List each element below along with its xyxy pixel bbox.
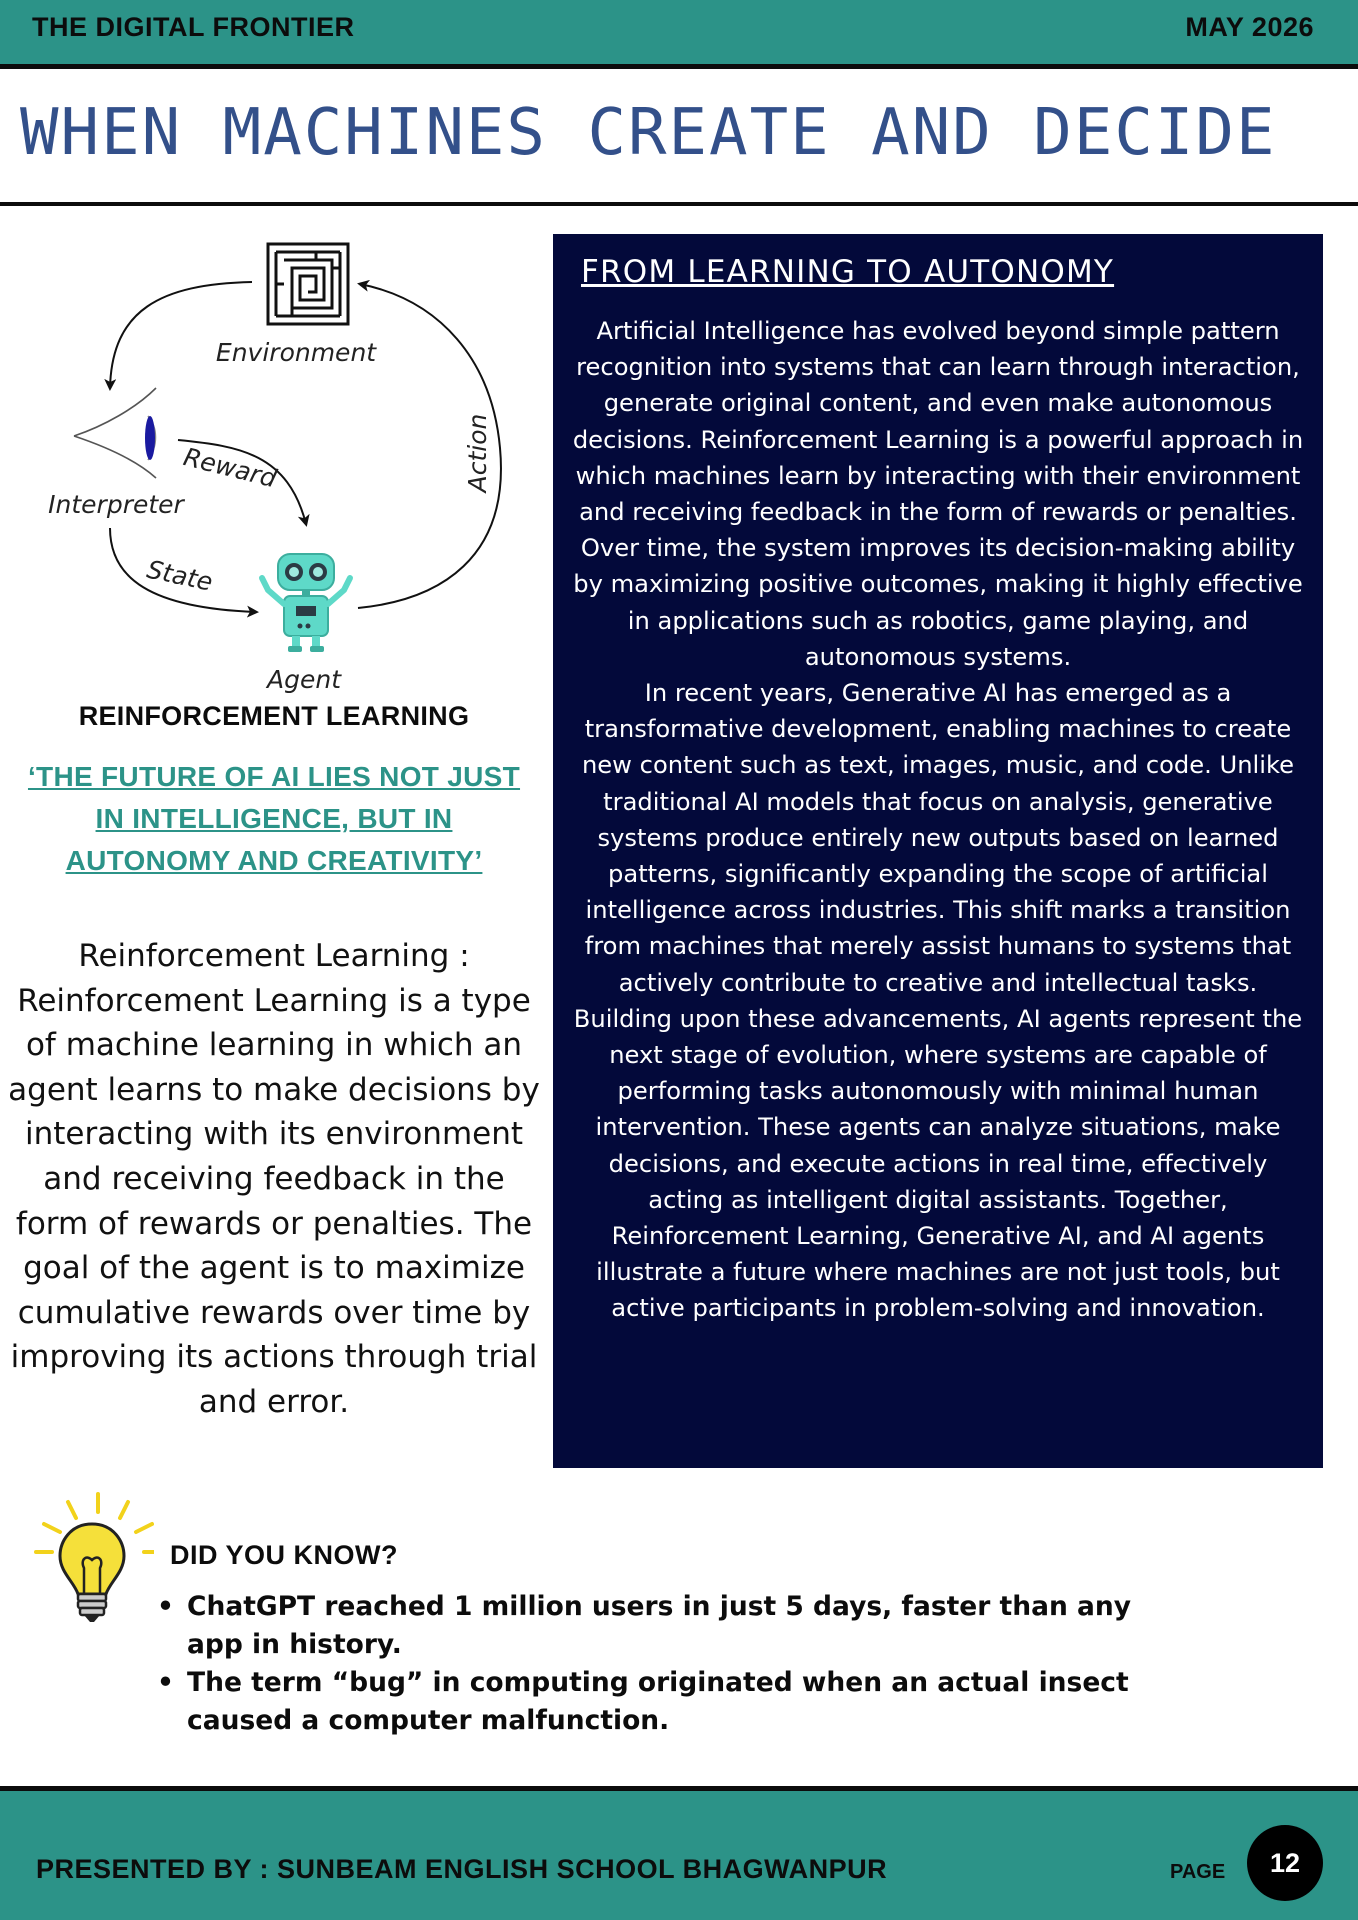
maze-icon (268, 244, 348, 324)
headline-rule (0, 202, 1358, 206)
list-item: • ChatGPT reached 1 million users in just 5 days, faster than any app in history. (187, 1588, 1167, 1664)
did-you-know-title: DID YOU KNOW? (170, 1540, 398, 1570)
article-paragraph: Building upon these advancements, AI agents represent the next stage of evolution, where systems are capable of performing tasks autonomously with minimal human intervention. These agents can analyze situations, make decisions, and execute actions in real time, effectively acting as intelligent digital assistants. Together, Reinforcement Learning, Generative AI, and AI agents illustrate a future where machines are not just tools, but active participants in problem-solving and innovation. (573, 1004, 1303, 1323)
page-number-badge: 12 (1247, 1825, 1323, 1901)
lightbulb-icon (30, 1490, 154, 1630)
footer-band (0, 1791, 1358, 1920)
label-agent: Agent (267, 665, 341, 694)
article-panel (553, 234, 1323, 1468)
label-reward: Reward (180, 442, 280, 494)
arrow-observe (110, 282, 252, 388)
page-label: PAGE (1170, 1861, 1226, 1883)
issue-date: MAY 2026 (1185, 12, 1314, 42)
publication-name: THE DIGITAL FRONTIER (32, 12, 355, 42)
diagram-caption: REINFORCEMENT LEARNING (78, 701, 470, 731)
article-body (571, 313, 1305, 1327)
label-interpreter: Interpreter (48, 490, 184, 519)
article-title: FROM LEARNING TO AUTONOMY (581, 254, 1115, 290)
pull-quote: ‘THE FUTURE OF AI LIES NOT JUST IN INTELLIGENCE, BUT IN AUTONOMY AND CREATIVITY’ (27, 761, 521, 876)
robot-agent-icon (262, 554, 350, 652)
presented-by: PRESENTED BY : SUNBEAM ENGLISH SCHOOL BHAGWANPUR (36, 1854, 888, 1884)
reinforcement-learning-definition: Reinforcement Learning : Reinforcement Learning is a type of machine learning in which an agent learns to make decisions by interacting with its environment and receiving feedback in the form of rewards or penalties. The goal of the agent is to maximize cumulative rewards over time by improving its actions through trial and error. (8, 938, 540, 1420)
article-paragraph: Artificial Intelligence has evolved beyond simple pattern recognition into systems that can learn through interaction, generate original content, and even make autonomous decisions. Reinforcement Learning is a powerful approach in which machines learn by interacting with their environment and receiving feedback in the form of rewards or penalties. Over time, the system improves its decision-making ability by maximizing positive outcomes, making it highly effective in applications such as robotics, game playing, and autonomous systems. (572, 317, 1304, 671)
list-item: • The term “bug” in computing originated when an actual insect caused a computer malfunction. (187, 1664, 1167, 1740)
article-paragraph: In recent years, Generative AI has emerged as a transformative development, enabling machines to create new content such as text, images, music, and code. Unlike traditional AI models that focus on analysis, generative systems produce entirely new outputs based on learned patterns, significantly expanding the scope of artificial intelligence across industries. This shift marks a transition from machines that merely assist humans to systems that actively contribute to creative and intellectual tasks. (581, 679, 1295, 997)
label-action: Action (463, 413, 492, 493)
label-environment: Environment (215, 338, 377, 367)
page-headline: WHEN MACHINES CREATE AND DECIDE (20, 96, 1277, 170)
header-band (0, 0, 1358, 64)
header-rule (0, 64, 1358, 69)
did-you-know-list (187, 1588, 1167, 1740)
reinforcement-learning-diagram (40, 228, 520, 698)
eye-icon (74, 388, 156, 478)
label-state: State (144, 554, 216, 597)
